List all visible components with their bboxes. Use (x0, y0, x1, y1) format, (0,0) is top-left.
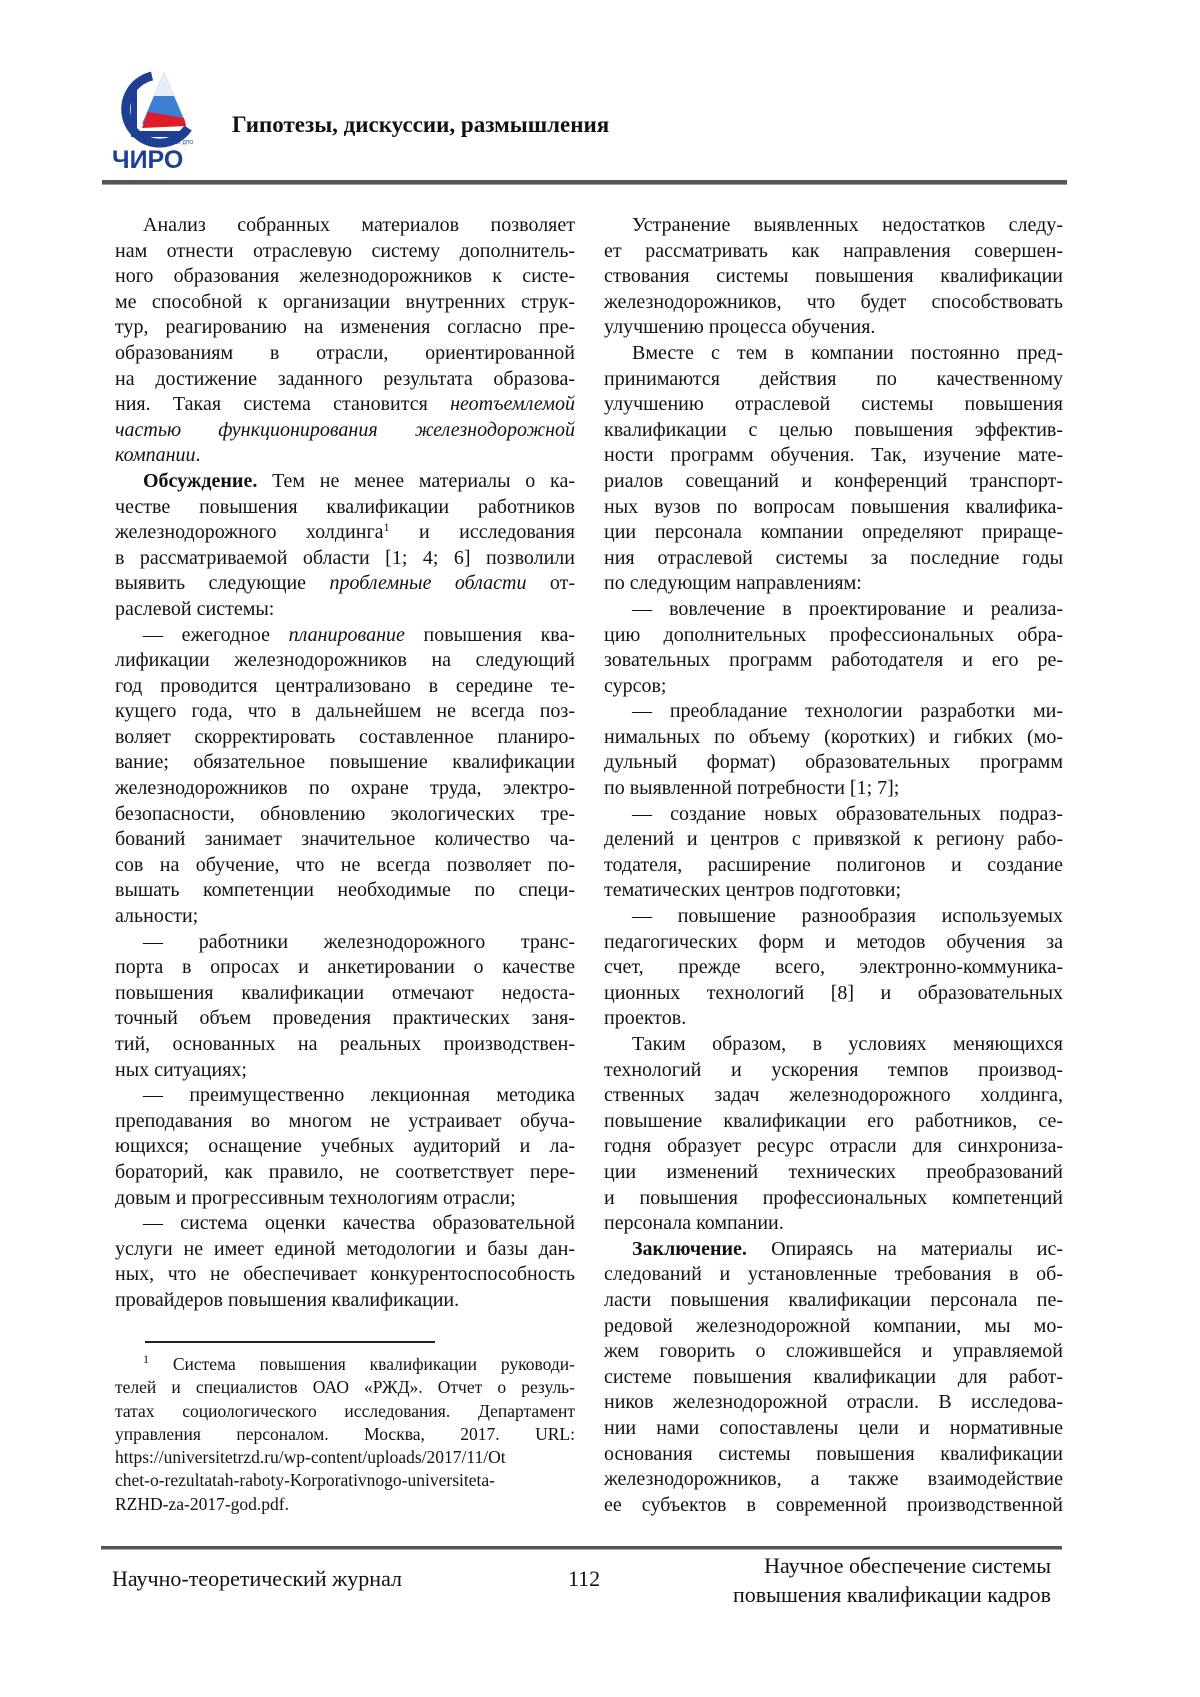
text-line: — повышение разнообразия используемых (604, 904, 1063, 930)
text-line (115, 418, 575, 444)
text-line: сов на обучение, что не всегда позволяет по- (115, 853, 575, 879)
text-line: — преимущественно лекционная методика (115, 1083, 575, 1109)
text-run: Система повышения квалификации руководи- (149, 1354, 575, 1374)
text-line: Устранение выявленных недостатков следу- (604, 213, 1063, 239)
text-line: следований и установленные требования в об- (604, 1262, 1063, 1288)
text-line: кущего года, что в дальнейшем не всегда поз- (115, 699, 575, 725)
text-line: сурсов; (604, 674, 1063, 700)
text-line: вышать компетенции необходимые по специ- (115, 878, 575, 904)
text-line: основания системы повышения квалификации (604, 1442, 1063, 1468)
text-line: ме способной к организации внутренних струк- (115, 290, 575, 316)
text-line: точный объем проведения практических заня- (115, 1006, 575, 1032)
text-line: RZHD-za-2017-god.pdf. (115, 1493, 575, 1516)
paragraph (604, 1237, 1063, 1519)
text-line: преподавания во многом не устраивает обуча- (115, 1109, 575, 1135)
text-line: зовательных программ работодателя и его ре- (604, 648, 1063, 674)
text-line: бований занимает значительное количество ча- (115, 827, 575, 853)
text-line: улучшению процесса обучения. (604, 315, 1063, 341)
journal-title-line-1: Научное обеспечение системы (733, 1551, 1051, 1580)
text-line: ющихся; оснащение учебных аудиторий и ла- (115, 1134, 575, 1160)
text-line: год проводится централизовано в середине те- (115, 674, 575, 700)
text-line: повышения квалификации отмечают недоста- (115, 981, 575, 1007)
footnote-marker: 1 (384, 520, 390, 534)
text-line: проектов. (604, 1006, 1063, 1032)
text-line: тий, основанных на реальных производствен- (115, 1032, 575, 1058)
text-line: принимаются действия по качественному (604, 367, 1063, 393)
text-line: управления персоналом. Москва, 2017. URL: (115, 1423, 575, 1446)
text-line: услуги не имеет единой методологии и базы дан- (115, 1237, 575, 1263)
text-line: повышение квалификации его работников, се- (604, 1109, 1063, 1135)
text-line: татах социологического исследования. Департамент (115, 1400, 575, 1423)
text-line: дульный формат) образовательных программ (604, 750, 1063, 776)
italic-text: неотъемлемой (450, 393, 575, 415)
text-line: ции персонала компании определяют прираще- (604, 520, 1063, 546)
text-run: от- (526, 572, 575, 594)
bold-heading: Обсуждение. (143, 470, 257, 492)
italic-text: проблемные области (329, 572, 526, 594)
italic-text: планирование (289, 624, 405, 646)
text-line: ции изменений технических преобразований (604, 1160, 1063, 1186)
text-line: воляет скорректировать составленное планиро- (115, 725, 575, 751)
text-run: и исследования (390, 521, 575, 543)
svg-text:ЧИРО: ЧИРО (112, 146, 183, 172)
text-line: персонала компании. (604, 1211, 1063, 1237)
text-line: бораторий, как правило, не соответствует пере- (115, 1160, 575, 1186)
text-line: системе повышения квалификации для работ- (604, 1365, 1063, 1391)
text-line: по выявленной потребности [1; 7]; (604, 776, 1063, 802)
text-line: ственных задач железнодорожного холдинга, (604, 1083, 1063, 1109)
text-line: делений и центров с привязкой к региону рабо- (604, 827, 1063, 853)
text-line: лификации железнодорожников на следующий (115, 648, 575, 674)
text-line (115, 520, 575, 546)
text-line: риалов совещаний и конференций транспорт- (604, 469, 1063, 495)
text-line: ласти повышения квалификации персонала пе- (604, 1288, 1063, 1314)
text-line: на достижение заданного результата образова- (115, 367, 575, 393)
text-line: железнодорожников, а также взаимодействие (604, 1467, 1063, 1493)
text-line: вание; обязательное повышение квалификации (115, 750, 575, 776)
text-line: железнодорожников, что будет способствовать (604, 290, 1063, 316)
text-line: ных, что не обеспечивает конкурентоспособность (115, 1262, 575, 1288)
right-column (604, 213, 1063, 1518)
text-run: выявить следующие (115, 572, 329, 594)
text-line: жем говорить о сложившейся и управляемой (604, 1339, 1063, 1365)
paragraph (115, 1083, 575, 1211)
text-line: ния отраслевой системы за последние годы (604, 546, 1063, 572)
paragraph (115, 930, 575, 1084)
text-line: chet-o-rezultatah-raboty-Korporativnogo-universiteta- (115, 1469, 575, 1492)
text-line: квалификации с целью повышения эффектив- (604, 418, 1063, 444)
text-line: тодателя, расширение полигонов и создание (604, 853, 1063, 879)
text-line: ного образования железнодорожников к систе- (115, 264, 575, 290)
text-line (115, 443, 575, 469)
paragraph (604, 1032, 1063, 1237)
chiro-logo (112, 68, 204, 172)
text-run: Опираясь на материалы ис- (747, 1238, 1063, 1260)
text-line: и повышения профессиональных компетенций (604, 1186, 1063, 1212)
text-line: по следующим направлениям: (604, 571, 1063, 597)
text-line: Анализ собранных материалов позволяет (115, 213, 575, 239)
text-line: счет, прежде всего, электронно-коммуника- (604, 955, 1063, 981)
text-line: — вовлечение в проектирование и реализа- (604, 597, 1063, 623)
text-line: — преобладание технологии разработки ми- (604, 699, 1063, 725)
text-line: ности программ обучения. Так, изучение мате- (604, 443, 1063, 469)
text-line: — создание новых образовательных подраз- (604, 802, 1063, 828)
section-title: Гипотезы, дискуссии, размышления (232, 112, 609, 138)
text-line: педагогических форм и методов обучения за (604, 930, 1063, 956)
text-line: годня образует ресурс отрасли для синхрониза- (604, 1134, 1063, 1160)
paragraph (604, 699, 1063, 801)
text-line (604, 1237, 1063, 1263)
paragraph (115, 213, 575, 469)
paragraph (115, 623, 575, 930)
text-run: повышения ква- (405, 624, 575, 646)
text-line: ее субъектов в современной производственной (604, 1493, 1063, 1519)
text-line (115, 571, 575, 597)
text-run: Тем не менее материалы о ка- (257, 470, 575, 492)
text-run: — ежегодное (143, 624, 289, 646)
text-line: ет рассматривать как направления совершен- (604, 239, 1063, 265)
text-line: улучшению отраслевой системы повышения (604, 392, 1063, 418)
text-line: порта в опросах и анкетировании о качестве (115, 955, 575, 981)
text-run: . (196, 444, 201, 466)
text-line: нимальных по объему (коротких) и гибких (мо- (604, 725, 1063, 751)
text-line: безопасности, обновлению экологических тре- (115, 802, 575, 828)
text-line: нам отнести отраслевую систему дополнитель- (115, 239, 575, 265)
svg-text:ГБУ ДПО: ГБУ ДПО (172, 140, 193, 146)
text-line: нии нами сопоставлены цели и нормативные (604, 1416, 1063, 1442)
text-line: ствования системы повышения квалификации (604, 264, 1063, 290)
footnote-marker: 1 (143, 1352, 149, 1366)
text-line: ников железнодорожной отрасли. В исследова- (604, 1390, 1063, 1416)
footnote-separator (145, 1341, 435, 1343)
text-line: образованиям в отрасли, ориентированной (115, 341, 575, 367)
header-rule (102, 180, 1067, 185)
paragraph (604, 904, 1063, 1032)
paragraph (604, 341, 1063, 597)
text-line: цию дополнительных профессиональных обра- (604, 623, 1063, 649)
left-column (115, 213, 575, 1314)
text-line: раслевой системы: (115, 597, 575, 623)
text-line: телей и специалистов ОАО «РЖД». Отчет о резуль- (115, 1376, 575, 1399)
text-line: редовой железнодорожной компании, мы мо- (604, 1314, 1063, 1340)
journal-name: Научно-теоретический журнал (112, 1566, 402, 1592)
text-line: ных вузов по вопросам повышения квалифика- (604, 495, 1063, 521)
text-line: альности; (115, 904, 575, 930)
text-line: тематических центров подготовки; (604, 878, 1063, 904)
text-line (115, 469, 575, 495)
text-line: железнодорожников по охране труда, электро- (115, 776, 575, 802)
text-line: технологий и ускорения темпов производ- (604, 1058, 1063, 1084)
text-run: железнодорожного холдинга (115, 521, 384, 543)
paragraph (115, 469, 575, 623)
journal-title-line-2: повышения квалификации кадров (733, 1580, 1051, 1609)
italic-text: компании (115, 444, 196, 466)
text-line: честве повышения квалификации работников (115, 495, 575, 521)
page-number: 112 (568, 1566, 600, 1592)
text-line: — система оценки качества образовательной (115, 1211, 575, 1237)
text-line: Таким образом, в условиях меняющихся (604, 1032, 1063, 1058)
italic-text: частью функционирования железнодорожной (115, 419, 575, 441)
paragraph (115, 1211, 575, 1313)
text-line: провайдеров повышения квалификации. (115, 1288, 575, 1314)
text-line: в рассматриваемой области [1; 4; 6] позволили (115, 546, 575, 572)
text-run: ния. Такая система становится (115, 393, 450, 415)
text-line: ных ситуациях; (115, 1058, 575, 1084)
paragraph (604, 802, 1063, 904)
footer-rule (101, 1546, 1062, 1550)
text-line: https://universitetrzd.ru/wp-content/uploads/2017/11/Ot (115, 1446, 575, 1469)
footnote (115, 1353, 575, 1516)
text-line: ционных технологий [8] и образовательных (604, 981, 1063, 1007)
text-line: довым и прогрессивным технологиям отрасли; (115, 1186, 575, 1212)
journal-title (733, 1551, 1051, 1609)
text-line (115, 392, 575, 418)
text-line: — работники железнодорожного транс- (115, 930, 575, 956)
bold-heading: Заключение. (632, 1238, 747, 1260)
paragraph (604, 213, 1063, 341)
paragraph (604, 597, 1063, 699)
text-line (115, 623, 575, 649)
text-line (115, 1353, 575, 1376)
text-line: Вместе с тем в компании постоянно пред- (604, 341, 1063, 367)
text-line: тур, реагированию на изменения согласно пре- (115, 315, 575, 341)
